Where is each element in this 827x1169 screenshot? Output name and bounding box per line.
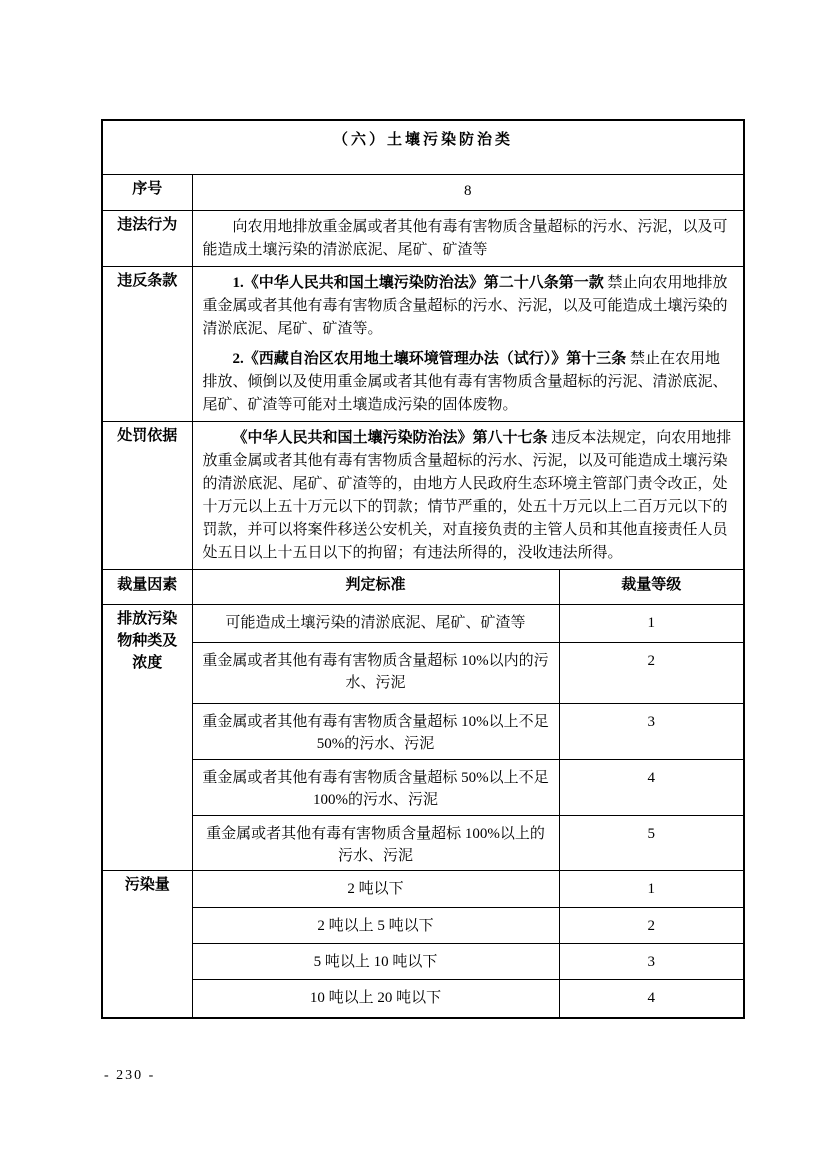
criteria-cell: 2 吨以下 — [192, 871, 559, 908]
page-number: - 230 - — [104, 1068, 156, 1083]
serial-value: 8 — [192, 175, 744, 211]
criteria-cell: 5 吨以上 10 吨以下 — [192, 944, 559, 980]
level-cell: 2 — [559, 643, 744, 704]
criteria-cell: 2 吨以上 5 吨以下 — [192, 908, 559, 944]
serial-row-label: 序号 — [102, 175, 192, 211]
criteria-cell: 重金属或者其他有毒有害物质含量超标 10%以内的污水、污泥 — [192, 643, 559, 704]
level-cell: 2 — [559, 908, 744, 944]
header-discretion-level: 裁量等级 — [559, 570, 744, 605]
penalty-citation: 《中华人民共和国土壤污染防治法》第八十七条 — [232, 430, 548, 446]
violated-clauses-label: 违反条款 — [102, 267, 192, 422]
level-cell: 3 — [559, 944, 744, 980]
level-cell: 5 — [559, 816, 744, 871]
level-cell: 1 — [559, 871, 744, 908]
clause-paragraph-1 — [203, 272, 734, 341]
clause-paragraph-2 — [203, 348, 734, 417]
level-cell: 4 — [559, 760, 744, 816]
level-cell: 1 — [559, 605, 744, 643]
clause-2-text: 禁止在农用地排放、倾倒以及使用重金属或者其他有毒有害物质含量超标的污泥、清淤底泥、尾矿、矿渣等可能对土壤造成污染的固体废物。 — [202, 351, 728, 413]
header-discretion-factor: 裁量因素 — [102, 570, 192, 605]
level-cell: 4 — [559, 980, 744, 1018]
penalty-basis-label: 处罚依据 — [102, 422, 192, 570]
criteria-cell: 10 吨以上 20 吨以下 — [192, 980, 559, 1018]
table-title: （六）土壤污染防治类 — [102, 120, 744, 175]
penalty-text: 违反本法规定，向农用地排放重金属或者其他有毒有害物质含量超标的污水、污泥，以及可能造成土壤污染的清淤底泥、尾矿、矿渣等的，由地方人民政府生态环境主管部门责令改正，处十万元以上五十万元以下的罚款；情节严重的，处五十万元以上二百万元以下的罚款，并可以将案件移送公安机关，对直接负责的主管人员和其他直接责任人员处五日以上十五日以下的拘留；有违法所得的，没收违法所得。 — [202, 430, 732, 561]
soil-pollution-discretion-table — [101, 119, 745, 1019]
criteria-cell: 重金属或者其他有毒有害物质含量超标 50%以上不足 100%的污水、污泥 — [192, 760, 559, 816]
penalty-basis-cell — [192, 422, 744, 570]
factor-pollutant-type-concentration: 排放污染物种类及浓度 — [102, 605, 192, 871]
criteria-cell: 重金属或者其他有毒有害物质含量超标 100%以上的污水、污泥 — [192, 816, 559, 871]
violated-clauses-cell — [192, 267, 744, 422]
criteria-cell: 重金属或者其他有毒有害物质含量超标 10%以上不足 50%的污水、污泥 — [192, 704, 559, 760]
header-judgment-criteria: 判定标准 — [192, 570, 559, 605]
clause-2-citation: 2.《西藏自治区农用地土壤环境管理办法（试行）》第十三条 — [232, 351, 627, 367]
clause-1-text: 禁止向农用地排放重金属或者其他有毒有害物质含量超标的污水、污泥，以及可能造成土壤污染的清淤底泥、尾矿、矿渣等。 — [202, 275, 728, 337]
illegal-act-label: 违法行为 — [102, 211, 192, 267]
penalty-paragraph — [203, 427, 734, 565]
criteria-cell: 可能造成土壤污染的清淤底泥、尾矿、矿渣等 — [192, 605, 559, 643]
factor-pollution-amount: 污染量 — [102, 871, 192, 1018]
illegal-act-cell — [192, 211, 744, 267]
level-cell: 3 — [559, 704, 744, 760]
clause-1-citation: 1.《中华人民共和国土壤污染防治法》第二十八条第一款 — [232, 275, 604, 291]
illegal-act-text: 向农用地排放重金属或者其他有毒有害物质含量超标的污水、污泥，以及可能造成土壤污染的清淤底泥、尾矿、矿渣等 — [202, 219, 728, 258]
